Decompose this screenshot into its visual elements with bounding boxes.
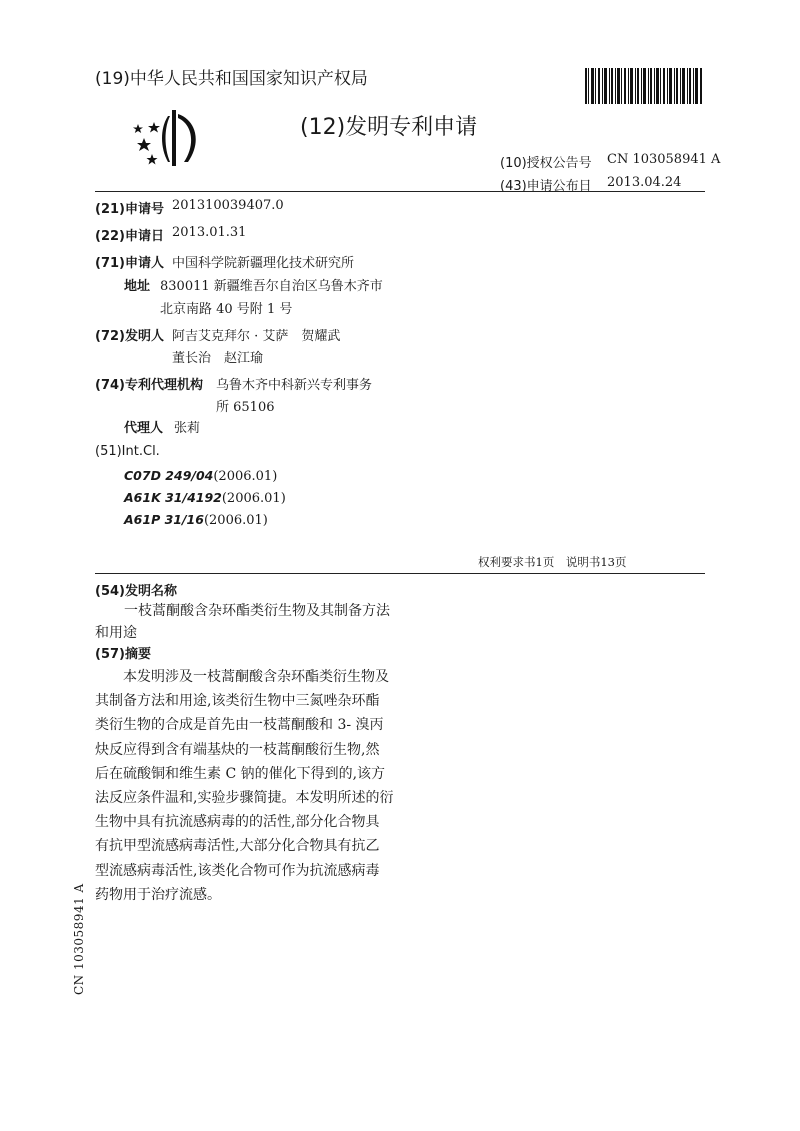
abstract-line: 类衍生物的合成是首先由一枝蒿酮酸和 3- 溴丙 [95,717,384,734]
patent-agency-line-2: 所 65106 [216,400,275,415]
ipc-code: A61P 31/16 [124,512,204,527]
abstract-line: 有抗甲型流感病毒活性,大部分化合物具有抗乙 [95,838,380,855]
abstract-line: 生物中具有抗流感病毒的的活性,部分化合物具 [95,814,380,831]
page-count-note: 权利要求书1页 说明书13页 [478,555,627,569]
ipc-entry [124,487,286,506]
agent-name: 张莉 [174,421,201,436]
ipc-code: A61K 31/4192 [124,490,222,505]
abstract-line: 药物用于治疗流感。 [95,886,221,903]
ipc-version: (2006.01) [221,491,286,506]
abstract-line: 后在硫酸铜和维生素 C 钠的催化下得到的,该方 [95,765,386,782]
invention-title-label: (54)发明名称 [95,584,177,599]
header-divider [95,191,705,192]
publication-date-label: (43)申请公布日 [500,179,592,194]
ipc-code: C07D 249/04 [124,468,214,483]
publication-date: 2013.04.24 [607,175,682,190]
publication-number-label: (10)授权公告号 [500,156,592,171]
abstract-body [95,665,415,907]
side-publication-number: CN 103058941 A [72,883,86,995]
patent-office-emblem-icon [130,108,210,170]
section-divider [95,573,705,574]
abstract-line: 型流感病毒活性,该类化合物可作为抗流感病毒 [95,862,380,879]
inventor-label: (72)发明人 [95,329,164,344]
application-date: 2013.01.31 [172,225,247,240]
patent-agency-line-1: 乌鲁木齐中科新兴专利事务 [216,378,373,393]
office-name: (19)中华人民共和国国家知识产权局 [95,69,368,89]
inventors-line-1: 阿吉艾克拜尔 · 艾萨 贺耀武 [172,329,341,344]
ipc-version: (2006.01) [213,469,278,484]
barcode-icon [585,68,703,104]
patent-agency-label: (74)专利代理机构 [95,378,203,393]
invention-title-line-2: 和用途 [95,625,137,641]
inventors-line-2: 董长治 赵江瑜 [172,351,264,366]
abstract-line: 本发明涉及一枝蒿酮酸含杂环酯类衍生物及 [123,669,389,685]
application-number-label: (21)申请号 [95,202,164,217]
ipc-entry [124,509,268,528]
abstract-line: 其制备方法和用途,该类衍生物中三氮唑杂环酯 [95,693,380,710]
ipc-entry [124,465,277,484]
abstract-line: 法反应条件温和,实验步骤简捷。本发明所述的衍 [95,790,394,807]
application-date-label: (22)申请日 [95,229,164,244]
ipc-label: (51)Int.Cl. [95,444,160,459]
applicant-name: 中国科学院新疆理化技术研究所 [172,256,355,271]
abstract-line: 炔反应得到含有端基炔的一枝蒿酮酸衍生物,然 [95,741,380,758]
invention-title-line-1: 一枝蒿酮酸含杂环酯类衍生物及其制备方法 [124,603,390,619]
ipc-version: (2006.01) [203,513,268,528]
application-number: 201310039407.0 [172,198,284,213]
address-label: 地址 [124,279,151,294]
abstract-label: (57)摘要 [95,647,151,662]
applicant-label: (71)申请人 [95,256,164,271]
publication-number: CN 103058941 A [607,152,721,167]
address-line-2: 北京南路 40 号附 1 号 [160,302,293,317]
document-type-title: (12)发明专利申请 [300,115,478,140]
address-line-1: 830011 新疆维吾尔自治区乌鲁木齐市 [160,279,383,294]
agent-label: 代理人 [124,421,164,436]
